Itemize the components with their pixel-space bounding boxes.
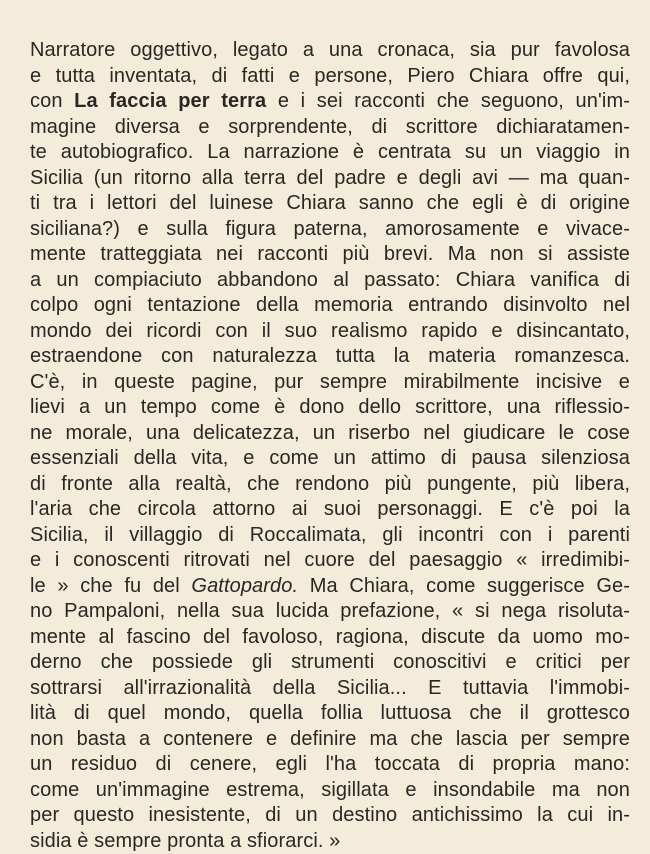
blurb-paragraph [30,38,630,854]
text-line: Sicilia, il villaggio di Roccalimata, gli incontri con i parenti [30,523,630,549]
text-line: un residuo di cenere, egli l'ha toccata di propria mano: [30,752,630,778]
text-line: siciliana?) e sulla figura paterna, amorosamente e vivace- [30,217,630,243]
text-line: e i conoscenti ritrovati nel cuore del paesaggio « irredimibi- [30,548,630,574]
text-line: Sicilia (un ritorno alla terra del padre e degli avi — ma quan- [30,166,630,192]
text-line: l'aria che circola attorno ai suoi personaggi. E c'è poi la [30,497,630,523]
text-line: a un compiaciuto abbandono al passato: Chiara vanifica di [30,268,630,294]
text-line: ne morale, una delicatezza, un riserbo nel giudicare le cose [30,421,630,447]
text-line: mente tratteggiata nei racconti più brevi. Ma non si assiste [30,242,630,268]
text-line: mente al fascino del favoloso, ragiona, discute da uomo mo- [30,625,630,651]
text-line: estraendone con naturalezza tutta la materia romanzesca. [30,344,630,370]
text-line: ti tra i lettori del luinese Chiara sanno che egli è di origine [30,191,630,217]
work-title-italic: Gattopardo. [191,575,298,597]
text-line: sidia è sempre pronta a sfiorarci. » [30,829,630,854]
text-line: lievi a un tempo come è dono dello scrittore, una riflessio- [30,395,630,421]
text-fragment: le » che fu del [30,575,191,597]
text-line: come un'immagine estrema, sigillata e insondabile ma non [30,778,630,804]
text-line: lità di quel mondo, quella follia luttuosa che il grottesco [30,701,630,727]
text-line: derno che possiede gli strumenti conoscitivi e critici per [30,650,630,676]
text-line: no Pampaloni, nella sua lucida prefazione, « si nega risoluta- [30,599,630,625]
text-line: colpo ogni tentazione della memoria entrando disinvolto nel [30,293,630,319]
text-fragment: e i sei racconti che seguono, un'im- [266,90,630,112]
text-line: Narratore oggettivo, legato a una cronaca, sia pur favolosa [30,38,630,64]
text-fragment: Ma Chiara, come suggerisce Ge- [298,575,630,597]
text-line [30,574,630,600]
text-line: C'è, in queste pagine, pur sempre mirabilmente incisive e [30,370,630,396]
text-line: essenziali della vita, e come un attimo di pausa silenziosa [30,446,630,472]
text-line: e tutta inventata, di fatti e persone, Piero Chiara offre qui, [30,64,630,90]
text-line: magine diversa e sorprendente, di scrittore dichiaratamen- [30,115,630,141]
text-line: sottrarsi all'irrazionalità della Sicilia... E tuttavia l'immobi- [30,676,630,702]
text-line: non basta a contenere e definire ma che lascia per sempre [30,727,630,753]
text-line: per questo inesistente, di un destino antichissimo la cui in- [30,803,630,829]
text-line [30,89,630,115]
text-line: di fronte alla realtà, che rendono più pungente, più libera, [30,472,630,498]
text-line: te autobiografico. La narrazione è centrata su un viaggio in [30,140,630,166]
text-line: mondo dei ricordi con il suo realismo rapido e disincantato, [30,319,630,345]
book-title-bold: La faccia per terra [74,90,266,112]
text-fragment: con [30,90,74,112]
